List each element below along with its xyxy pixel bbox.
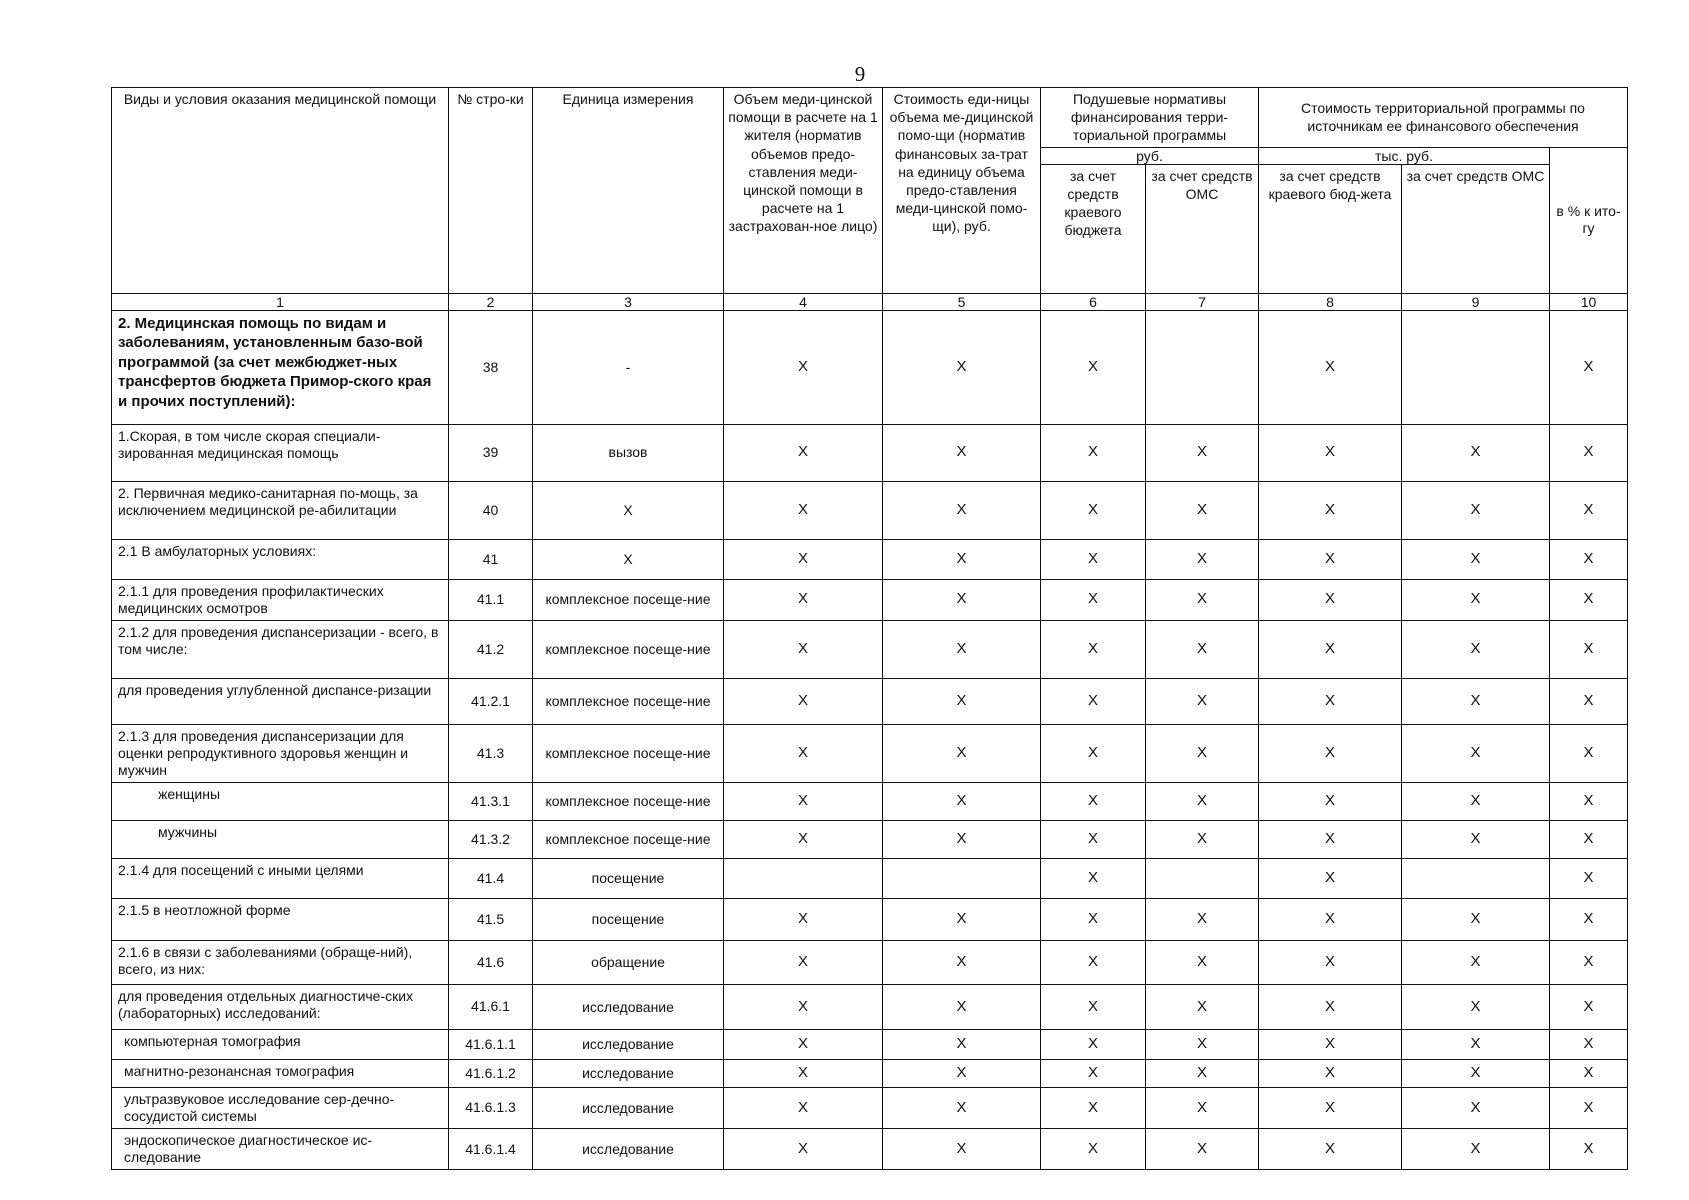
row-unit: исследование bbox=[533, 984, 724, 1029]
volume-cell: X bbox=[724, 539, 883, 579]
volume-cell: X bbox=[724, 1059, 883, 1087]
page-number: 9 bbox=[854, 62, 866, 86]
row-name: 2.1.4 для посещений с иными целями bbox=[112, 858, 449, 898]
row-unit: исследование bbox=[533, 1059, 724, 1087]
row-name: 2.1.5 в неотложной форме bbox=[112, 898, 449, 940]
unit-cost-cell: X bbox=[883, 1059, 1041, 1087]
row-line-number: 41.4 bbox=[449, 858, 533, 898]
table-row bbox=[112, 424, 1628, 481]
volume-cell: X bbox=[724, 579, 883, 620]
column-number: 3 bbox=[533, 293, 724, 310]
unit-cost-cell: X bbox=[883, 940, 1041, 984]
row-unit: X bbox=[533, 481, 724, 539]
cost-oms-cell: X bbox=[1402, 984, 1550, 1029]
row-unit: вызов bbox=[533, 424, 724, 481]
header-program-cost-group: Стоимость территориальной программы по источникам ее финансового обеспечения bbox=[1259, 88, 1628, 148]
row-line-number: 41.3 bbox=[449, 724, 533, 782]
header-line-number: № стро-ки bbox=[449, 88, 533, 294]
row-line-number: 41.5 bbox=[449, 898, 533, 940]
per-capita-oms-cell: X bbox=[1146, 724, 1259, 782]
row-name: эндоскопическое диагностическое ис-следование bbox=[112, 1129, 449, 1170]
row-name: 2.1 В амбулаторных условиях: bbox=[112, 539, 449, 579]
row-name: 2.1.6 в связи с заболеваниями (обраще-ний), всего, из них: bbox=[112, 940, 449, 984]
volume-cell: X bbox=[724, 1029, 883, 1059]
row-line-number: 41.6 bbox=[449, 940, 533, 984]
percent-cell: X bbox=[1550, 940, 1628, 984]
cost-budget-cell: X bbox=[1259, 940, 1402, 984]
volume-cell: X bbox=[724, 984, 883, 1029]
column-number: 6 bbox=[1041, 293, 1146, 310]
per-capita-budget-cell: X bbox=[1041, 310, 1146, 424]
row-unit: комплексное посеще-ние bbox=[533, 620, 724, 678]
cost-budget-cell: X bbox=[1259, 782, 1402, 820]
table-row bbox=[112, 940, 1628, 984]
per-capita-budget-cell: X bbox=[1041, 1059, 1146, 1087]
cost-budget-cell: X bbox=[1259, 1029, 1402, 1059]
volume-cell: X bbox=[724, 620, 883, 678]
volume-cell: X bbox=[724, 678, 883, 724]
row-line-number: 41.3.2 bbox=[449, 820, 533, 858]
percent-cell: X bbox=[1550, 310, 1628, 424]
row-line-number: 41.2 bbox=[449, 620, 533, 678]
per-capita-budget-cell: X bbox=[1041, 678, 1146, 724]
row-unit: исследование bbox=[533, 1087, 724, 1128]
table-row bbox=[112, 539, 1628, 579]
per-capita-oms-cell: X bbox=[1146, 1087, 1259, 1128]
cost-oms-cell: X bbox=[1402, 1087, 1550, 1128]
per-capita-budget-cell: X bbox=[1041, 984, 1146, 1029]
row-name: компьютерная томография bbox=[112, 1029, 449, 1059]
per-capita-budget-cell: X bbox=[1041, 1087, 1146, 1128]
row-name: мужчины bbox=[112, 820, 449, 858]
table-row bbox=[112, 481, 1628, 539]
percent-cell: X bbox=[1550, 1059, 1628, 1087]
per-capita-budget-cell: X bbox=[1041, 424, 1146, 481]
header-percent-of-total: в % к ито-гу bbox=[1550, 147, 1628, 293]
percent-cell: X bbox=[1550, 898, 1628, 940]
per-capita-oms-cell: X bbox=[1146, 539, 1259, 579]
volume-cell: X bbox=[724, 820, 883, 858]
cost-budget-cell: X bbox=[1259, 820, 1402, 858]
header-unit-cost: Стоимость еди-ницы объема ме-дицинской помо-щи (норматив финансовых за-трат на единицу объема предо-ставления меди-цинской помо-щи), руб. bbox=[883, 88, 1041, 294]
cost-oms-cell: X bbox=[1402, 898, 1550, 940]
row-line-number: 41.3.1 bbox=[449, 782, 533, 820]
per-capita-oms-cell: X bbox=[1146, 1129, 1259, 1170]
cost-oms-cell: X bbox=[1402, 678, 1550, 724]
percent-cell: X bbox=[1550, 1029, 1628, 1059]
cost-budget-cell: X bbox=[1259, 579, 1402, 620]
per-capita-budget-cell: X bbox=[1041, 724, 1146, 782]
cost-budget-cell: X bbox=[1259, 310, 1402, 424]
unit-cost-cell: X bbox=[883, 984, 1041, 1029]
row-line-number: 38 bbox=[449, 310, 533, 424]
table-row bbox=[112, 898, 1628, 940]
per-capita-oms-cell: X bbox=[1146, 579, 1259, 620]
cost-oms-cell: X bbox=[1402, 481, 1550, 539]
row-unit: исследование bbox=[533, 1129, 724, 1170]
cost-oms-cell: X bbox=[1402, 579, 1550, 620]
cost-oms-cell: X bbox=[1402, 820, 1550, 858]
percent-cell: X bbox=[1550, 858, 1628, 898]
volume-cell: X bbox=[724, 724, 883, 782]
cost-budget-cell: X bbox=[1259, 1059, 1402, 1087]
row-name: 2. Первичная медико-санитарная по-мощь, за исключением медицинской ре-абилитации bbox=[112, 481, 449, 539]
row-unit: комплексное посеще-ние bbox=[533, 724, 724, 782]
volume-cell: X bbox=[724, 1087, 883, 1128]
volume-cell: X bbox=[724, 424, 883, 481]
per-capita-oms-cell: X bbox=[1146, 1029, 1259, 1059]
per-capita-oms-cell: X bbox=[1146, 620, 1259, 678]
column-number: 2 bbox=[449, 293, 533, 310]
table-row bbox=[112, 724, 1628, 782]
unit-cost-cell: X bbox=[883, 1029, 1041, 1059]
table-row bbox=[112, 1059, 1628, 1087]
percent-cell: X bbox=[1550, 782, 1628, 820]
cost-oms-cell bbox=[1402, 310, 1550, 424]
row-unit: комплексное посеще-ние bbox=[533, 782, 724, 820]
header-kinds-of-care: Виды и условия оказания медицинской помощи bbox=[112, 88, 449, 294]
cost-budget-cell: X bbox=[1259, 1087, 1402, 1128]
volume-cell bbox=[724, 858, 883, 898]
per-capita-oms-cell: X bbox=[1146, 782, 1259, 820]
column-number: 9 bbox=[1402, 293, 1550, 310]
cost-budget-cell: X bbox=[1259, 898, 1402, 940]
row-unit: - bbox=[533, 310, 724, 424]
cost-budget-cell: X bbox=[1259, 858, 1402, 898]
cost-oms-cell: X bbox=[1402, 539, 1550, 579]
per-capita-oms-cell: X bbox=[1146, 984, 1259, 1029]
table-row bbox=[112, 678, 1628, 724]
header-cost-regional-budget: за счет средств краевого бюд-жета bbox=[1259, 164, 1402, 293]
column-number: 10 bbox=[1550, 293, 1628, 310]
program-cost-table bbox=[111, 87, 1628, 1170]
table-row bbox=[112, 820, 1628, 858]
column-number: 1 bbox=[112, 293, 449, 310]
cost-oms-cell: X bbox=[1402, 424, 1550, 481]
per-capita-budget-cell: X bbox=[1041, 1129, 1146, 1170]
unit-cost-cell: X bbox=[883, 310, 1041, 424]
header-per-capita-oms: за счет средств ОМС bbox=[1146, 164, 1259, 293]
row-unit: посещение bbox=[533, 898, 724, 940]
per-capita-budget-cell: X bbox=[1041, 782, 1146, 820]
row-name: для проведения отдельных диагностиче-ских (лабораторных) исследований: bbox=[112, 984, 449, 1029]
cost-oms-cell: X bbox=[1402, 940, 1550, 984]
per-capita-oms-cell: X bbox=[1146, 424, 1259, 481]
row-unit: комплексное посеще-ние bbox=[533, 579, 724, 620]
percent-cell: X bbox=[1550, 579, 1628, 620]
unit-cost-cell: X bbox=[883, 678, 1041, 724]
per-capita-budget-cell: X bbox=[1041, 858, 1146, 898]
cost-budget-cell: X bbox=[1259, 984, 1402, 1029]
unit-cost-cell: X bbox=[883, 898, 1041, 940]
table-row bbox=[112, 1129, 1628, 1170]
row-line-number: 41.2.1 bbox=[449, 678, 533, 724]
per-capita-budget-cell: X bbox=[1041, 940, 1146, 984]
row-name: ультразвуковое исследование сер-дечно-сосудистой системы bbox=[112, 1087, 449, 1128]
cost-oms-cell: X bbox=[1402, 620, 1550, 678]
per-capita-oms-cell: X bbox=[1146, 678, 1259, 724]
cost-oms-cell: X bbox=[1402, 1029, 1550, 1059]
row-line-number: 41.6.1.3 bbox=[449, 1087, 533, 1128]
table-row bbox=[112, 1029, 1628, 1059]
row-line-number: 41 bbox=[449, 539, 533, 579]
per-capita-budget-cell: X bbox=[1041, 820, 1146, 858]
volume-cell: X bbox=[724, 1129, 883, 1170]
cost-budget-cell: X bbox=[1259, 678, 1402, 724]
cost-budget-cell: X bbox=[1259, 724, 1402, 782]
table-row bbox=[112, 1087, 1628, 1128]
volume-cell: X bbox=[724, 310, 883, 424]
per-capita-budget-cell: X bbox=[1041, 898, 1146, 940]
per-capita-oms-cell: X bbox=[1146, 940, 1259, 984]
row-unit: X bbox=[533, 539, 724, 579]
header-unit: Единица измерения bbox=[533, 88, 724, 294]
row-line-number: 41.6.1 bbox=[449, 984, 533, 1029]
percent-cell: X bbox=[1550, 424, 1628, 481]
unit-cost-cell bbox=[883, 858, 1041, 898]
header-program-cost-unit: тыс. руб. bbox=[1259, 147, 1550, 164]
cost-budget-cell: X bbox=[1259, 1129, 1402, 1170]
column-number-row bbox=[112, 293, 1628, 310]
row-name: 2.1.1 для проведения профилактических медицинских осмотров bbox=[112, 579, 449, 620]
percent-cell: X bbox=[1550, 1129, 1628, 1170]
row-line-number: 41.6.1.4 bbox=[449, 1129, 533, 1170]
header-per-capita-group: Подушевые нормативы финансирования терри-ториальной программы bbox=[1041, 88, 1259, 148]
row-line-number: 41.6.1.1 bbox=[449, 1029, 533, 1059]
row-unit: комплексное посеще-ние bbox=[533, 678, 724, 724]
unit-cost-cell: X bbox=[883, 620, 1041, 678]
row-unit: исследование bbox=[533, 1029, 724, 1059]
cost-oms-cell: X bbox=[1402, 1129, 1550, 1170]
per-capita-budget-cell: X bbox=[1041, 539, 1146, 579]
unit-cost-cell: X bbox=[883, 724, 1041, 782]
unit-cost-cell: X bbox=[883, 1129, 1041, 1170]
row-name: 2. Медицинская помощь по видам и заболеваниям, установленным базо-вой программой (за счет межбюджет-ных трансфертов бюджета Примор-ского края и прочих поступлений): bbox=[112, 310, 449, 424]
row-unit: обращение bbox=[533, 940, 724, 984]
row-name: магнитно-резонансная томография bbox=[112, 1059, 449, 1087]
table-row bbox=[112, 310, 1628, 424]
volume-cell: X bbox=[724, 898, 883, 940]
row-line-number: 39 bbox=[449, 424, 533, 481]
row-line-number: 40 bbox=[449, 481, 533, 539]
row-name: 2.1.2 для проведения диспансеризации - всего, в том числе: bbox=[112, 620, 449, 678]
row-name: 1.Скорая, в том числе скорая специали-зированная медицинская помощь bbox=[112, 424, 449, 481]
row-name: для проведения углубленной диспансе-ризации bbox=[112, 678, 449, 724]
per-capita-oms-cell: X bbox=[1146, 820, 1259, 858]
percent-cell: X bbox=[1550, 984, 1628, 1029]
percent-cell: X bbox=[1550, 481, 1628, 539]
percent-cell: X bbox=[1550, 539, 1628, 579]
table-row bbox=[112, 579, 1628, 620]
unit-cost-cell: X bbox=[883, 820, 1041, 858]
cost-oms-cell bbox=[1402, 858, 1550, 898]
row-line-number: 41.1 bbox=[449, 579, 533, 620]
volume-cell: X bbox=[724, 481, 883, 539]
header-volume-per-resident: Объем меди-цинской помощи в расчете на 1 жителя (норматив объемов предо-ставления меди-цинской помощи в расчете на 1 застрахован-ное лицо) bbox=[724, 88, 883, 294]
table-row bbox=[112, 782, 1628, 820]
table-row bbox=[112, 620, 1628, 678]
cost-budget-cell: X bbox=[1259, 620, 1402, 678]
unit-cost-cell: X bbox=[883, 782, 1041, 820]
table-row bbox=[112, 984, 1628, 1029]
per-capita-budget-cell: X bbox=[1041, 481, 1146, 539]
header-cost-oms: за счет средств ОМС bbox=[1402, 164, 1550, 293]
column-number: 4 bbox=[724, 293, 883, 310]
header-per-capita-unit: руб. bbox=[1041, 147, 1259, 164]
table-row bbox=[112, 858, 1628, 898]
column-number: 5 bbox=[883, 293, 1041, 310]
unit-cost-cell: X bbox=[883, 579, 1041, 620]
per-capita-budget-cell: X bbox=[1041, 579, 1146, 620]
row-name: женщины bbox=[112, 782, 449, 820]
cost-oms-cell: X bbox=[1402, 782, 1550, 820]
cost-budget-cell: X bbox=[1259, 424, 1402, 481]
column-number: 7 bbox=[1146, 293, 1259, 310]
column-number: 8 bbox=[1259, 293, 1402, 310]
per-capita-oms-cell bbox=[1146, 858, 1259, 898]
percent-cell: X bbox=[1550, 820, 1628, 858]
percent-cell: X bbox=[1550, 678, 1628, 724]
unit-cost-cell: X bbox=[883, 424, 1041, 481]
per-capita-oms-cell: X bbox=[1146, 481, 1259, 539]
header-per-capita-regional-budget: за счет средств краевого бюджета bbox=[1041, 164, 1146, 293]
per-capita-oms-cell bbox=[1146, 310, 1259, 424]
row-name: 2.1.3 для проведения диспансеризации для оценки репродуктивного здоровья женщин и мужчин bbox=[112, 724, 449, 782]
unit-cost-cell: X bbox=[883, 1087, 1041, 1128]
header-row-1 bbox=[112, 88, 1628, 148]
unit-cost-cell: X bbox=[883, 539, 1041, 579]
cost-oms-cell: X bbox=[1402, 724, 1550, 782]
volume-cell: X bbox=[724, 940, 883, 984]
volume-cell: X bbox=[724, 782, 883, 820]
row-unit: комплексное посеще-ние bbox=[533, 820, 724, 858]
per-capita-oms-cell: X bbox=[1146, 1059, 1259, 1087]
cost-oms-cell: X bbox=[1402, 1059, 1550, 1087]
cost-budget-cell: X bbox=[1259, 539, 1402, 579]
per-capita-oms-cell: X bbox=[1146, 898, 1259, 940]
per-capita-budget-cell: X bbox=[1041, 620, 1146, 678]
percent-cell: X bbox=[1550, 724, 1628, 782]
percent-cell: X bbox=[1550, 620, 1628, 678]
percent-cell: X bbox=[1550, 1087, 1628, 1128]
cost-budget-cell: X bbox=[1259, 481, 1402, 539]
row-line-number: 41.6.1.2 bbox=[449, 1059, 533, 1087]
per-capita-budget-cell: X bbox=[1041, 1029, 1146, 1059]
row-unit: посещение bbox=[533, 858, 724, 898]
unit-cost-cell: X bbox=[883, 481, 1041, 539]
